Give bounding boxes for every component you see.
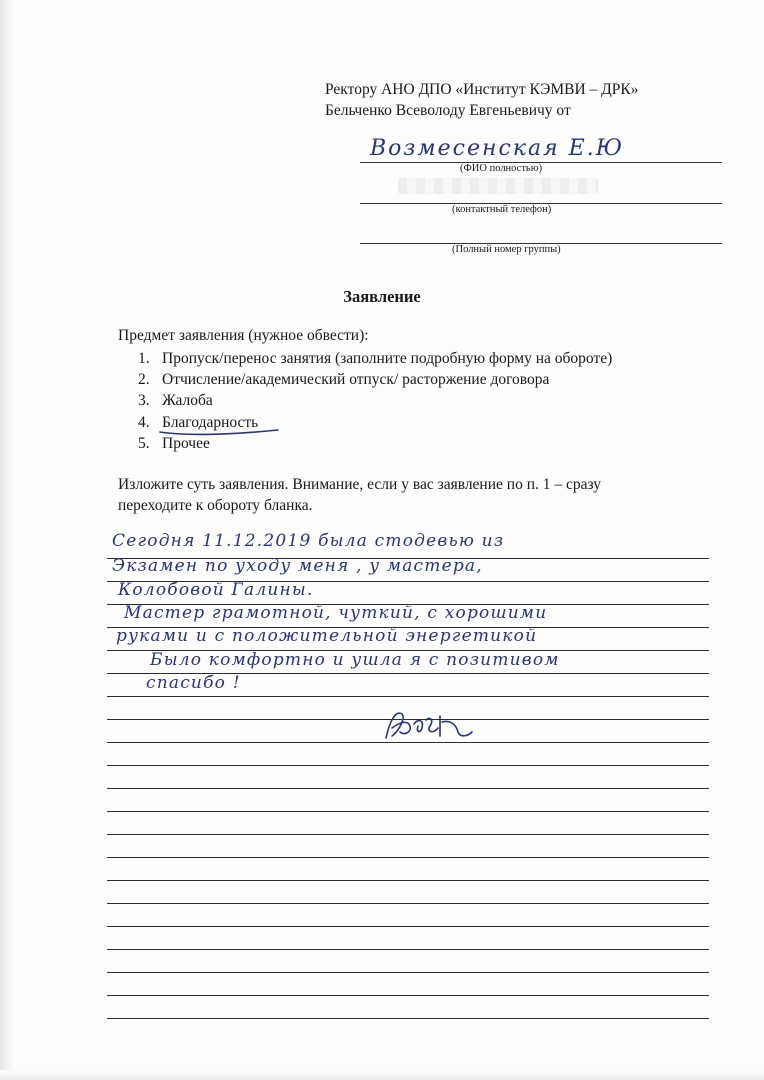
statement-line: Сегодня 11.12.2019 была стодевью из bbox=[112, 531, 505, 551]
statement-line: Экзамен по уходу меня , у мастера, bbox=[112, 556, 483, 576]
option-number: 4. bbox=[138, 413, 150, 431]
statement-line: Мастер грамотной, чуткий, с хорошими bbox=[124, 603, 548, 623]
option-label: Жалоба bbox=[162, 392, 213, 410]
ruled-line bbox=[107, 834, 709, 835]
addressee-line-1: Ректору АНО ДПО «Институт КЭМВИ – ДРК» bbox=[325, 81, 639, 98]
option-label: Отчисление/академический отпуск/ расторжение договора bbox=[162, 371, 550, 389]
ruled-line bbox=[107, 788, 709, 789]
instruction-line-1: Изложите суть заявления. Внимание, если у вас заявление по п. 1 – сразу bbox=[118, 476, 602, 493]
subject-option bbox=[138, 390, 612, 411]
addressee-block bbox=[325, 79, 638, 121]
name-field-caption: (ФИО полностью) bbox=[460, 163, 543, 174]
handwritten-signature bbox=[380, 702, 480, 748]
ruled-line bbox=[107, 1018, 709, 1019]
addressee-line-2: Бельченко Всеволоду Евгеньевичу от bbox=[325, 102, 571, 119]
statement-line: спасибо ! bbox=[146, 673, 241, 693]
option-label: Благодарность bbox=[162, 413, 259, 431]
ruled-line bbox=[107, 926, 709, 927]
subject-option bbox=[138, 348, 612, 369]
instruction-line-2: переходите к обороту бланка. bbox=[118, 497, 313, 514]
document-title: Заявление bbox=[343, 287, 421, 306]
ruled-line bbox=[107, 811, 709, 812]
subject-heading: Предмет заявления (нужное обвести): bbox=[118, 327, 369, 344]
selection-underline-mark bbox=[158, 424, 282, 438]
scan-edge-shadow bbox=[0, 0, 14, 1080]
option-number: 2. bbox=[138, 371, 150, 389]
subject-option bbox=[138, 369, 612, 390]
ruled-line bbox=[107, 949, 709, 950]
scan-bottom-shadow bbox=[0, 1070, 764, 1080]
option-number: 5. bbox=[138, 434, 150, 452]
ruled-line bbox=[107, 857, 709, 858]
phone-redacted-value bbox=[398, 178, 598, 194]
subject-options-list bbox=[138, 348, 612, 454]
ruled-line bbox=[107, 995, 709, 996]
option-label: Пропуск/перенос занятия (заполните подробную форму на обороте) bbox=[162, 350, 613, 367]
phone-field-caption: (контактный телефон) bbox=[452, 204, 552, 215]
option-number: 3. bbox=[138, 392, 150, 410]
ruled-line bbox=[107, 765, 709, 766]
option-label: Прочее bbox=[162, 434, 210, 452]
statement-line: Было комфортно и ушла я с позитивом bbox=[150, 650, 560, 670]
ruled-line bbox=[107, 880, 709, 881]
statement-line: Колобовой Галины. bbox=[118, 580, 314, 600]
ruled-line bbox=[107, 903, 709, 904]
ruled-line bbox=[107, 696, 709, 697]
group-field-caption: (Полный номер группы) bbox=[452, 244, 561, 255]
name-handwritten-value: Возмесенская Е.Ю bbox=[370, 136, 624, 161]
instruction-block bbox=[118, 474, 601, 516]
ruled-line bbox=[107, 972, 709, 973]
option-number: 1. bbox=[138, 350, 150, 367]
statement-line: руками и с положительной энергетикой bbox=[116, 626, 538, 646]
